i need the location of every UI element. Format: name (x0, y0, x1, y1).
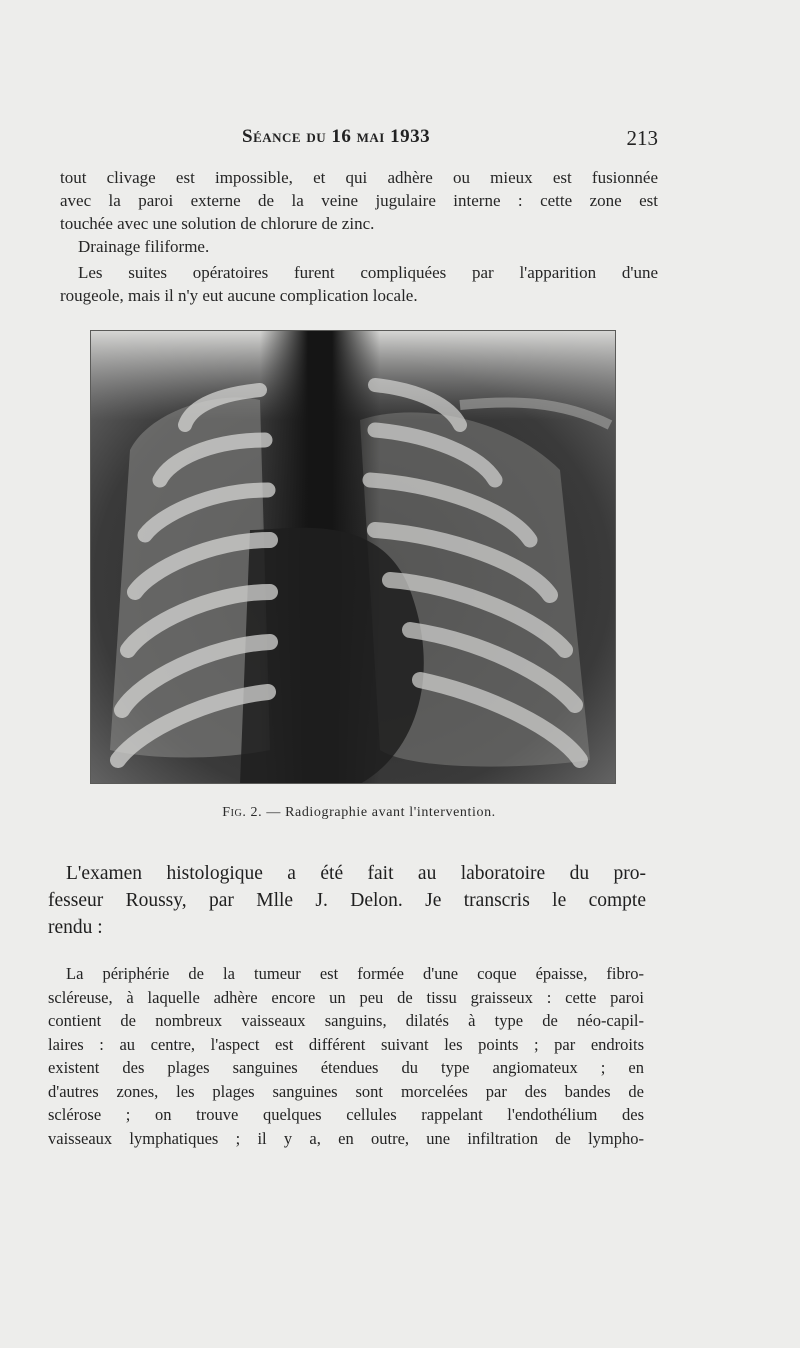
text-line: sclérose ; on trouve quelques cellules rappelant l'endothélium des (48, 1105, 644, 1124)
exam-paragraph (48, 860, 646, 941)
text-line: contient de nombreux vaisseaux sanguins, dilatés à type de néo-capil- (48, 1011, 644, 1030)
text-line: Drainage filiforme. (78, 237, 210, 256)
text-line: rougeole, mais il n'y eut aucune complication locale. (60, 286, 418, 305)
suites-paragraph (60, 261, 658, 307)
report-paragraph (48, 962, 644, 1150)
text-line: La périphérie de la tumeur est formée d'une coque épaisse, fibro- (66, 964, 644, 983)
text-line: avec la paroi externe de la veine jugulaire interne : cette zone est (60, 191, 658, 210)
figure-label: Fig. 2. (222, 805, 263, 820)
text-line: laires : au centre, l'aspect est différent suivant les points ; par endroits (48, 1034, 644, 1054)
running-head (60, 124, 658, 158)
intro-paragraph (60, 166, 658, 235)
chest-radiograph-image (90, 330, 616, 784)
text-line: existent des plages sanguines étendues du type angiomateux ; en (48, 1058, 644, 1077)
figure-caption-text: — Radiographie avant l'intervention. (266, 805, 496, 820)
text-line: fesseur Roussy, par Mlle J. Delon. Je transcris le compte (48, 890, 646, 911)
text-line: tout clivage est impossible, et qui adhère ou mieux est fusionnée (60, 168, 658, 187)
page-number: 213 (626, 126, 658, 150)
text-line: vaisseaux lymphatiques ; il y a, en outre, une infiltration de lympho- (48, 1128, 644, 1148)
text-line: rendu : (48, 917, 103, 938)
text-line: Les suites opératoires furent compliquées par l'apparition d'une (78, 263, 658, 282)
chest-radiograph-figure (90, 330, 616, 784)
text-line: scléreuse, à laquelle adhère encore un peu de tissu graisseux : cette paroi (48, 987, 644, 1007)
drainage-paragraph (60, 235, 658, 258)
text-line: touchée avec une solution de chlorure de zinc. (60, 214, 375, 233)
text-line: L'examen histologique a été fait au laboratoire du pro- (66, 863, 646, 884)
running-title: Séance du 16 mai 1933 (242, 126, 431, 147)
text-line: d'autres zones, les plages sanguines sont morcelées par des bandes de (48, 1081, 644, 1101)
figure-caption (60, 805, 658, 821)
